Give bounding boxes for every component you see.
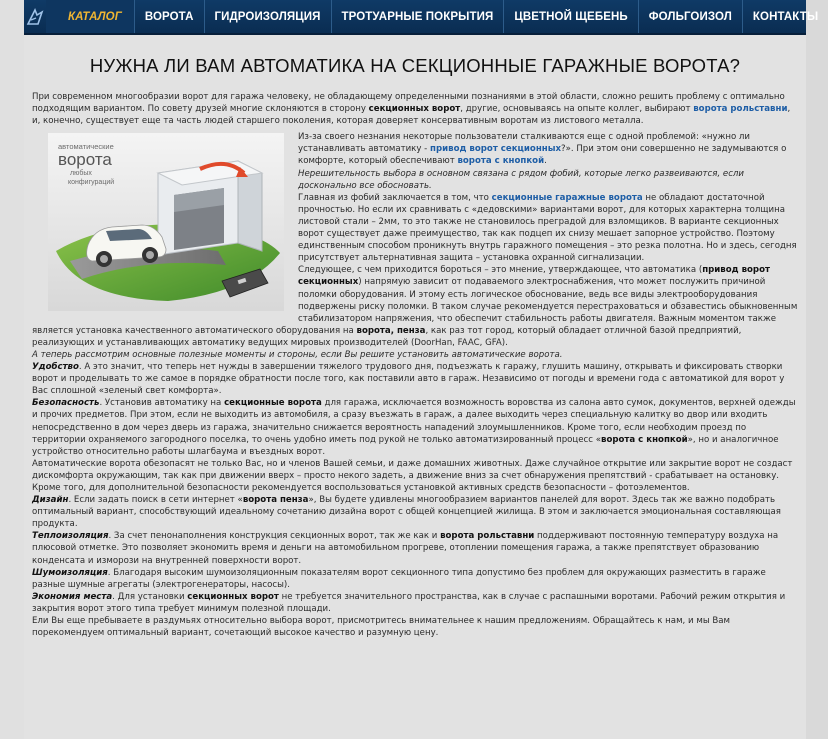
nav-item-paving[interactable]: ТРОТУАРНЫЕ ПОКРЫТИЯ — [331, 0, 504, 33]
link-sectional-gate-drive[interactable]: привод ворот секционных — [430, 144, 562, 155]
garage-door-illustration — [48, 133, 284, 311]
page-title: НУЖНА ЛИ ВАМ АВТОМАТИКА НА СЕКЦИОННЫЕ ГАРАЖНЫЕ ВОРОТА? — [89, 55, 741, 76]
paragraph-design: Дизайн. Если задать поиск в сети интернет «ворота пенза», Вы будете удивлены многообразием вариантов панелей для ворот. Здесь так же важно подобрать оптимальный вариант, способствующий идеальному сочетанию дизайна ворот с общей концепцией жилища. В этом и заключается эмоциональная составляющая продукта. — [32, 495, 781, 530]
link-sectional-garage-gates[interactable]: секционные гаражные ворота — [491, 192, 643, 203]
nav-item-contacts[interactable]: КОНТАКТЫ — [742, 0, 828, 33]
nav-item-colored-gravel[interactable]: ЦВЕТНОЙ ЩЕБЕНЬ — [503, 0, 637, 33]
link-rolling-shutters[interactable]: ворота рольставни — [693, 104, 788, 115]
paragraph-thermal: Теплоизоляция. За счет пенонаполнения конструкция секционных ворот, так же как и ворота рольставни поддерживают постоянную температуру воздуха на плюсовой отметке. Это позволяет экономить время и деньги на автомобильном прогреве, отоплении помещения гаража, а также препятствует образованию конденсата и изморози на внутренней поверхности ворот. — [32, 531, 779, 566]
illustration-caption-4: конфигураций — [68, 179, 115, 187]
illustration-caption-2: ворота — [58, 150, 112, 170]
paragraph-benefits-intro: А теперь рассмотрим основные полезные моменты и стороны, если Вы решите установить автоматические ворота. — [32, 349, 563, 360]
paragraph-strength: Главная из фобий заключается в том, что секционные гаражные ворота не обладают достаточной прочностью. Но если их сравнивать с «дедовскими» вариантами ворот, для которых характерна толщина листовой стали – 2мм, то это также не становилось преградой для взломщиков. В варианте секционных ворот существует даже преимущество, так как подцеп их снизу мешает запорное устройство. Поэтому единственным способом проникнуть внутрь гаражного помещения – это резка полотна. Но и здесь, сегодня присутствует альтернативная защита – установка охранной сигнализации. — [298, 192, 797, 264]
paragraph-security: Безопасность. Установив автоматику на секционные ворота для гаража, исключается возможность воровства из салона авто сумок, документов, верхней одежды и прочих предметов. При этом, если не выходить из автомобиля, а сразу въезжать в гараж, а далее выходить через специальную калитку во двор или входить непосредственно в дом через дверь из гаража, значительно снижается вероятность нападений злоумышленников. Кроме того, если необходим проезд по территории охраняемого загородного поселка, то очень удобно иметь под рукой не только автоматизированный процесс «ворота с кнопкой», но и аналогичное устройство относительно работы шлагбаума и въездных ворот. — [32, 398, 796, 457]
nav-item-waterproofing[interactable]: ГИДРОИЗОЛЯЦИЯ — [204, 0, 331, 33]
nav-item-gates[interactable]: ВОРОТА — [134, 0, 204, 33]
paragraph-space: Экономия места. Для установки секционных ворот не требуется значительного пространства, как в случае с распашными воротами. Рабочий режим открытия и закрытия ворот этого типа требует минимум полезной площади. — [32, 591, 786, 614]
logo-icon — [24, 6, 46, 28]
nav-item-catalog[interactable]: КАТАЛОГ — [46, 0, 134, 33]
nav-item-foil-insulation[interactable]: ФОЛЬГОИЗОЛ — [638, 0, 742, 33]
article-content — [24, 35, 806, 739]
paragraph-question: Из-за своего незнания некоторые пользователи сталкиваются еще с одной проблемой: «нужно ли устанавливать автоматику - привод ворот секционных?». При этом они совершенно не задумываются о комфорте, который обеспечивают ворота с кнопкой. — [298, 132, 787, 167]
intro-paragraph: При современном многообразии ворот для гаража человеку, не обладающему определенными познаниями в этой области, сложно решить проблему с оптимально подходящим вариантом. По совету друзей многие склоняются в сторону секционных ворот, другие, основываясь на опыте коллег, выбирают ворота рольставни, и, конечно, существует еще та часть людей старшего поколения, которая доверяет консервативным воротам из листового металла. — [32, 92, 791, 127]
paragraph-family-safety: Автоматические ворота обезопасят не только Вас, но и членов Вашей семьи, и даже домашних животных. Даже случайное открытие или закрытие ворот не создаст дискомфорта окружающим, так как при движении вверх – просто некого задеть, а движение вниз за счет обнаружения препятствий - срабатывает на остановку. Кроме того, для дополнительной безопасности рекомендуется воспользоваться установкой активных средств безопасности – фотоэлементов. — [32, 458, 793, 493]
paragraph-phobias: Нерешительность выбора в основном связана с рядом фобий, которые легко развеиваются, если досконально все обосновать. — [298, 168, 745, 191]
main-navigation — [24, 0, 819, 35]
logo[interactable] — [24, 0, 46, 33]
illustration-caption-3: любых — [70, 170, 92, 178]
paragraph-noise: Шумоизоляция. Благодаря высоким шумоизоляционным показателям ворот секционного типа допустимо без проблем для окружающих разместить в гараже разные шумные агрегаты (электрогенераторы, насосы). — [32, 567, 766, 590]
illustration-caption-1: автоматические — [58, 142, 114, 152]
link-gates-with-button[interactable]: ворота с кнопкой — [457, 156, 545, 167]
paragraph-convenience: Удобство. А это значит, что теперь нет нужды в завершении тяжелого трудового дня, подъезжать к гаражу, глушить машину, открывать и фиксировать створки ворот и проделывать то же самое в порядке обратности после того, как поставили авто в гараж. Независимо от погоды и времени года с автоматикой для ворот у Вас сплошной «зеленый свет комфорта». — [32, 362, 785, 397]
paragraph-closing: Ели Вы еще пребываете в раздумьях относительно выбора ворот, присмотритесь внимательнее к нашим предложениям. Обращайтесь к нам, и мы Вам порекомендуем оптимальный вариант, сочетающий высокое качество и разумную цену. — [32, 616, 730, 639]
paragraph-power: Следующее, с чем приходится бороться – это мнение, утверждающее, что автоматика (привод ворот секционных) напрямую зависит от подаваемого электроснабжения, что может послужить причиной поломки оборудования. И этому есть логическое обоснование, ведь все виды электрооборудования подвержены риску поломки. В таком случае рекомендуется перестраховаться и обзавестись обыкновенным стабилизатором напряжения, что обеспечит стабильность работы двигателя. Важным моментом также является установка качественного автоматического оборудования на ворота, пенза, как раз тот город, который обладает отличной базой предприятий, реализующих и устанавливающих автоматику ведущих мировых производителей (DoorHan, FAAC, GFA). — [32, 265, 798, 348]
bold-sectional-gates: секционных ворот — [368, 104, 461, 115]
